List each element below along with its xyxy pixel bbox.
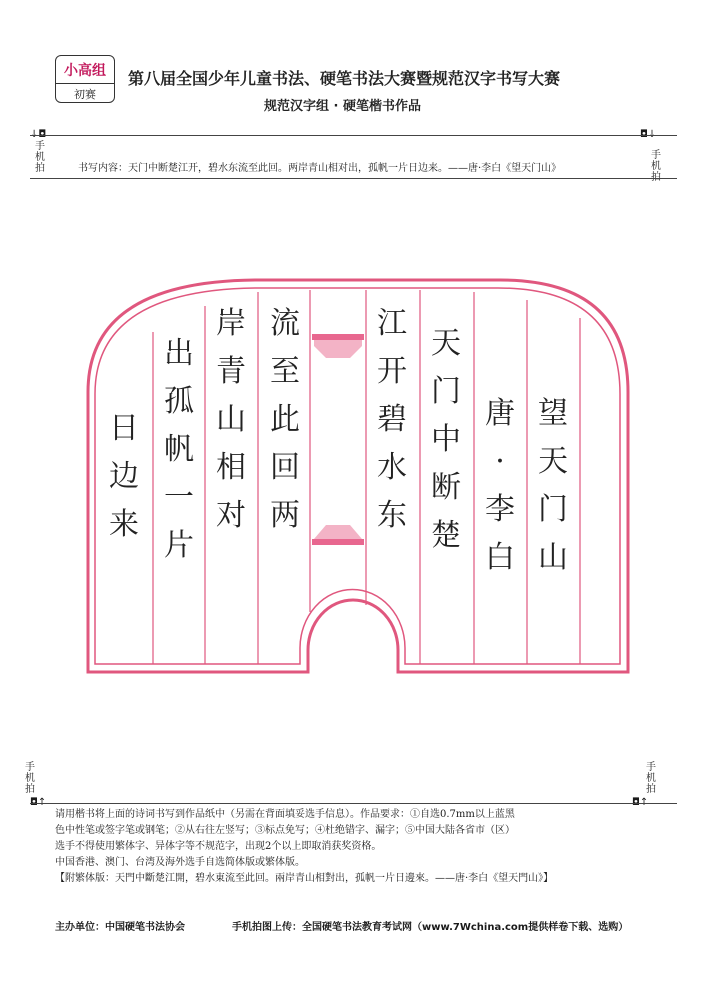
side-label-bottom-right: 手 机 拍 — [646, 762, 656, 795]
poem-char: 回 — [270, 450, 300, 485]
poem-char: 碧 — [377, 402, 407, 437]
poem-char: 岸 — [216, 306, 246, 341]
poem-column-3 — [419, 320, 473, 560]
poem-column-2 — [473, 390, 527, 582]
poem-char: 天 — [538, 444, 568, 479]
camera-arrow-icon: ◘↑ — [30, 797, 47, 808]
poem-char: 至 — [270, 354, 300, 389]
poem-column-6 — [204, 300, 258, 540]
poem-char: 两 — [270, 498, 300, 533]
poem-char: 断 — [431, 470, 461, 505]
poem-char: 白 — [485, 540, 515, 575]
page-subtitle: 规范汉字组 · 硬笔楷书作品 — [264, 99, 421, 114]
side-label-bottom-left: 手 机 拍 — [25, 762, 35, 795]
poem-char: 中 — [431, 422, 461, 457]
poem-column-5 — [258, 300, 312, 540]
poem-char: 楚 — [431, 518, 461, 553]
poem-char: 门 — [431, 374, 461, 409]
upload-info: 手机拍图上传：全国硬笔书法教育考试网（www.7Wchina.com提供样卷下载、选购） — [232, 922, 629, 933]
poem-char: 流 — [270, 306, 300, 341]
side-label-top-left: 手 机 拍 — [35, 141, 45, 174]
poem-column-1 — [526, 390, 580, 582]
page-title: 第八届全国少年儿童书法、硬笔书法大赛暨规范汉字书写大赛 — [128, 69, 561, 88]
poem-char: 来 — [109, 507, 139, 542]
instruction-line: 中国香港、澳门、台湾及海外选手自选简体版或繁体版。 — [55, 857, 305, 868]
poem-char: 开 — [377, 354, 407, 389]
poem-char: · — [495, 444, 505, 479]
poem-column-7 — [152, 330, 206, 570]
poem-char: 李 — [485, 492, 515, 527]
instructions — [55, 807, 655, 887]
organizer: 主办单位：中国硬笔书法协会 — [55, 922, 185, 933]
poem-char: 出 — [164, 336, 194, 371]
camera-arrow-icon: ◘↓ — [640, 129, 657, 140]
poem-char: 对 — [216, 498, 246, 533]
round-label: 初赛 — [56, 83, 114, 102]
camera-arrow-icon: ↓◘ — [30, 129, 47, 140]
instruction-line: 请用楷书将上面的诗词书写到作品纸中（另需在背面填妥选手信息）。作品要求：①自选0.7mm以上蓝黑 — [55, 809, 515, 820]
camera-arrow-icon: ◘↑ — [632, 797, 649, 808]
poem-column-4 — [365, 300, 419, 540]
instruction-line: 选手不得使用繁体字、异体字等不规范字，出现2个以上即取消获奖资格。 — [55, 841, 382, 852]
poem-char: 东 — [377, 498, 407, 533]
poem-char: 一 — [164, 480, 194, 515]
poem-char: 天 — [431, 326, 461, 361]
poem-char: 门 — [538, 492, 568, 527]
poem-char: 唐 — [485, 396, 515, 431]
poem-char: 孤 — [164, 384, 194, 419]
poem-char: 山 — [216, 402, 246, 437]
poem-char: 帆 — [164, 432, 194, 467]
poem-char: 片 — [164, 528, 194, 563]
poem-char: 相 — [216, 450, 246, 485]
instruction-line: 色中性笔或签字笔或钢笔；②从右往左竖写；③标点免写；④杜绝错字、漏字；⑤中国大陆各省市（区） — [55, 825, 515, 836]
poem-column-8 — [97, 405, 151, 549]
group-label: 小高组 — [64, 63, 106, 79]
poem-char: 山 — [538, 540, 568, 575]
side-label-top-right: 手 机 拍 — [651, 150, 661, 183]
poem-char: 望 — [538, 396, 568, 431]
writing-content: 书写内容：天门中断楚江开，碧水东流至此回。两岸青山相对出，孤帆一片日边来。——唐·李白《望天门山》 — [78, 163, 562, 174]
poem-char: 青 — [216, 354, 246, 389]
poem-char: 日 — [109, 411, 139, 446]
poem-char: 水 — [377, 450, 407, 485]
poem-char: 江 — [377, 306, 407, 341]
poem-char: 边 — [109, 459, 139, 494]
instruction-line: 【附繁体版：天門中斷楚江開，碧水東流至此回。兩岸青山相對出，孤帆一片日邊來。——唐·李白《望天門山》】 — [55, 873, 554, 884]
instructions-rule — [30, 803, 677, 804]
poem-char: 此 — [270, 402, 300, 437]
